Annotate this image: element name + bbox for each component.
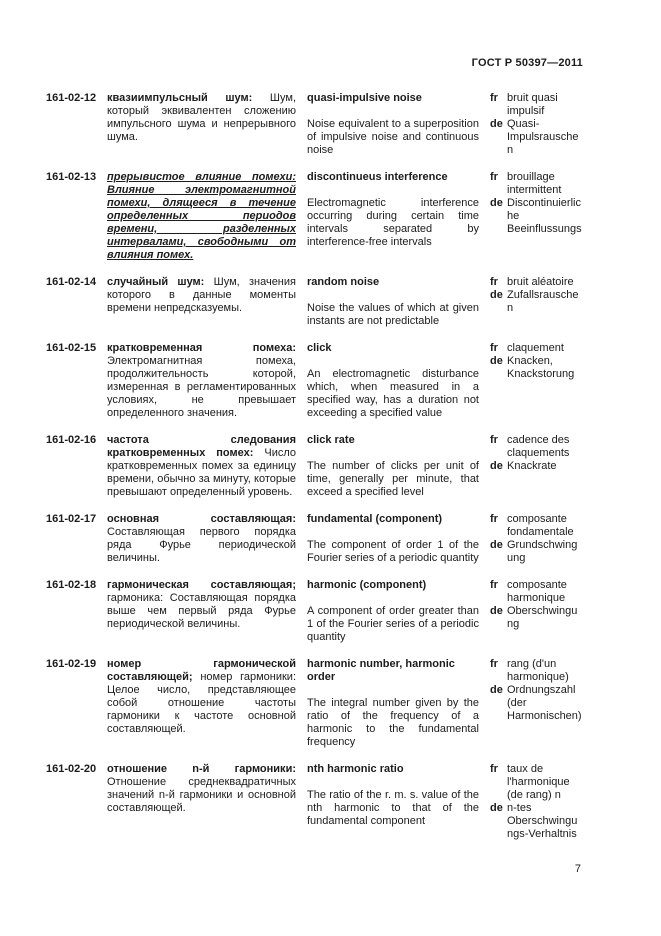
translation-de: [490, 289, 583, 315]
translations-cell: [490, 763, 583, 841]
russian-term: отношение n-й гармоники:: [107, 763, 296, 775]
translation-fr: [490, 579, 583, 605]
entry-number: 161-02-15: [46, 342, 97, 354]
english-cell: [307, 92, 490, 157]
language-label-fr: fr: [490, 513, 498, 525]
language-label-de: de: [490, 605, 503, 617]
entry-number: 161-02-16: [46, 434, 97, 446]
translations-cell: [490, 579, 583, 644]
translation-de: [490, 460, 583, 473]
translation-text-fr: brouillage intermittent: [507, 171, 562, 196]
term-entry: [46, 513, 583, 565]
translation-text-de: Knackrate: [507, 460, 557, 472]
english-term: harmonic number, harmonic order: [307, 658, 455, 683]
english-definition: The ratio of the r. m. s. value of the nth harmonic to that of the fundamental component: [307, 789, 479, 827]
language-label-fr: fr: [490, 92, 498, 104]
english-cell: [307, 171, 490, 262]
term-entry: [46, 763, 583, 841]
language-label-de: de: [490, 355, 503, 367]
language-label-de: de: [490, 289, 503, 301]
russian-cell: [107, 763, 307, 841]
term-entry: [46, 342, 583, 420]
english-definition: The integral number given by the ratio of the frequency of a harmonic to the fundamental frequency: [307, 697, 479, 748]
language-label-de: de: [490, 460, 503, 472]
language-label-de: de: [490, 684, 503, 696]
entry-number: 161-02-13: [46, 171, 97, 183]
document-header: ГОСТ Р 50397—2011: [471, 57, 583, 69]
translation-text-fr: taux de l'harmonique (de rang) n: [507, 763, 570, 801]
language-label-fr: fr: [490, 579, 498, 591]
entry-number: 161-02-18: [46, 579, 97, 591]
translation-text-de: Discontinuierliche Beeinflussungs: [507, 197, 582, 235]
russian-cell: [107, 342, 307, 420]
translation-text-de: Ordnungszahl (der Harmonischen): [507, 684, 582, 722]
translation-text-de: Zufallsrauschen: [507, 289, 579, 314]
english-definition: The component of order 1 of the Fourier series of a periodic quantity: [307, 539, 479, 564]
translation-fr: [490, 513, 583, 539]
term-entry: [46, 579, 583, 644]
english-term: click: [307, 342, 332, 354]
translation-text-fr: rang (d'un harmonique): [507, 658, 569, 683]
translations-cell: [490, 276, 583, 328]
translations-cell: [490, 342, 583, 420]
english-cell: [307, 276, 490, 328]
english-cell: [307, 658, 490, 749]
translation-text-de: Grundschwingung: [507, 539, 578, 564]
translation-de: [490, 355, 583, 381]
russian-term: основная составляющая:: [107, 513, 296, 525]
translation-text-fr: bruit quasi impulsif: [507, 92, 558, 117]
term-entry: [46, 171, 583, 262]
russian-definition: Отношение среднеквадратичных значений n-й гармоники и основной составляющей.: [107, 776, 296, 814]
language-label-fr: fr: [490, 763, 498, 775]
translation-fr: [490, 171, 583, 197]
russian-definition: Число кратковременных помех за единицу времени, обычно за минуту, которые превышают определенный уровень.: [107, 447, 296, 498]
translations-cell: [490, 171, 583, 262]
english-term: random noise: [307, 276, 380, 288]
russian-definition: Влияние электромагнитной помехи, длящееся в течение определенных периодов времени, разделенных интервалами, свободными от влияния помех.: [107, 184, 296, 261]
page-number: 7: [574, 863, 581, 875]
term-entry: [46, 434, 583, 499]
translation-fr: [490, 276, 583, 289]
russian-definition: Составляющая первого порядка ряда Фурье периодической величины.: [107, 526, 296, 564]
language-label-fr: fr: [490, 342, 498, 354]
translation-text-fr: claquement: [507, 342, 564, 354]
entry-number: 161-02-17: [46, 513, 97, 525]
language-label-fr: fr: [490, 658, 498, 670]
english-term: discontinueus interference: [307, 171, 448, 183]
english-definition: An electromagnetic disturbance which, when measured in a specified way, has a duration not exceeding a specified value: [307, 368, 479, 419]
russian-term: квазиимпульсный шум:: [107, 92, 253, 104]
language-label-de: de: [490, 539, 503, 551]
english-definition: Electromagnetic interference occurring during certain time intervals separated by interference-free intervals: [307, 197, 479, 248]
term-entry: [46, 658, 583, 749]
russian-cell: [107, 513, 307, 565]
translation-text-de: Oberschwingung: [507, 605, 578, 630]
translation-fr: [490, 434, 583, 460]
translation-text-de: Knacken, Knackstorung: [507, 355, 575, 380]
russian-cell: [107, 171, 307, 262]
russian-term: прерывистое влияние помехи:: [107, 171, 296, 183]
language-label-fr: fr: [490, 276, 498, 288]
term-entry: [46, 276, 583, 328]
russian-cell: [107, 658, 307, 749]
translations-cell: [490, 658, 583, 749]
english-definition: Noise equivalent to a superposition of impulsive noise and continuous noise: [307, 118, 479, 156]
russian-definition: гармоника: Составляющая порядка выше чем первый ряда Фурье периодической величины.: [107, 592, 296, 630]
language-label-fr: fr: [490, 434, 498, 446]
russian-cell: [107, 434, 307, 499]
language-label-fr: fr: [490, 171, 498, 183]
translation-text-fr: bruit aléatoire: [507, 276, 574, 288]
entry-number: 161-02-12: [46, 92, 97, 104]
entry-number: 161-02-20: [46, 763, 97, 775]
entry-number: 161-02-14: [46, 276, 97, 288]
translation-de: [490, 539, 583, 565]
translation-text-de: Quasi-Impulsrauschen: [507, 118, 579, 156]
translation-text-fr: composante fondamentale: [507, 513, 574, 538]
entry-number: 161-02-19: [46, 658, 97, 670]
translation-text-de: n-tes Oberschwingungs-Verhaltnis: [507, 802, 578, 840]
english-definition: A component of order greater than 1 of the Fourier series of a periodic quantity: [307, 605, 479, 643]
english-term: quasi-impulsive noise: [307, 92, 422, 104]
english-term: harmonic (component): [307, 579, 427, 591]
russian-definition: Шум, который эквивалентен сложению импульсного шума и непрерывного шума.: [107, 92, 296, 143]
translation-de: [490, 118, 583, 157]
translation-fr: [490, 658, 583, 684]
english-cell: [307, 342, 490, 420]
russian-term: номер гармонической составляющей;: [107, 658, 296, 683]
russian-term: частота следования кратковременных помех:: [107, 434, 296, 459]
english-term: fundamental (component): [307, 513, 443, 525]
english-definition: Noise the values of which at given instants are not predictable: [307, 302, 479, 327]
language-label-de: de: [490, 802, 503, 814]
translation-de: [490, 605, 583, 631]
english-definition: The number of clicks per unit of time, generally per minute, that exceed a specified level: [307, 460, 479, 498]
english-cell: [307, 513, 490, 565]
translation-de: [490, 197, 583, 236]
translation-fr: [490, 92, 583, 118]
language-label-de: de: [490, 197, 503, 209]
english-cell: [307, 763, 490, 841]
english-term: nth harmonic ratio: [307, 763, 404, 775]
russian-cell: [107, 579, 307, 644]
translation-de: [490, 802, 583, 841]
translation-de: [490, 684, 583, 723]
russian-definition: номер гармоники: Целое число, представляющее собой отношение частоты гармоники к частоте основной составляющей.: [107, 671, 296, 735]
russian-cell: [107, 92, 307, 157]
russian-definition: Электромагнитная помеха, продолжительность которой, измеренная в регламентированных условиях, не превышает определенного значения.: [107, 355, 296, 419]
translation-text-fr: composante harmonique: [507, 579, 567, 604]
russian-definition: Шум, значения которого в данные моменты времени непредсказуемы.: [107, 276, 296, 314]
english-cell: [307, 579, 490, 644]
translations-cell: [490, 513, 583, 565]
english-term: click rate: [307, 434, 355, 446]
translation-text-fr: cadence des claquements: [507, 434, 570, 459]
russian-cell: [107, 276, 307, 328]
translation-fr: [490, 342, 583, 355]
translation-fr: [490, 763, 583, 802]
russian-term: гармоническая составляющая;: [107, 579, 296, 591]
russian-term: кратковременная помеха:: [107, 342, 296, 354]
russian-term: случайный шум:: [107, 276, 205, 288]
language-label-de: de: [490, 118, 503, 130]
english-cell: [307, 434, 490, 499]
term-entry: [46, 92, 583, 157]
translations-cell: [490, 434, 583, 499]
translations-cell: [490, 92, 583, 157]
